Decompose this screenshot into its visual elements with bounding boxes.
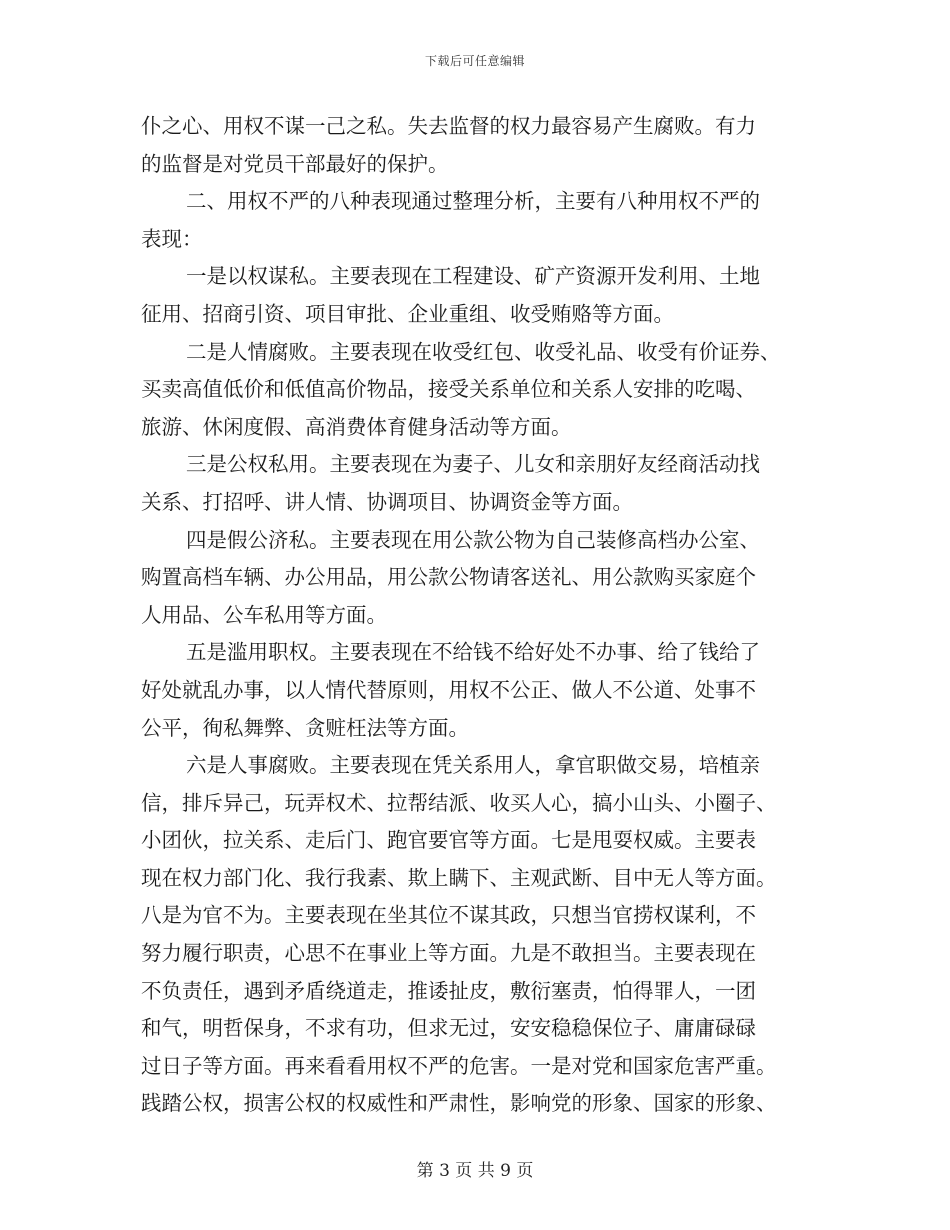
- paragraph-start-line: 四是假公济私。主要表现在用公款公物为自己装修高档办公室、: [186, 527, 760, 552]
- text-line: 购置高档车辆、办公用品，用公款公物请客送礼、用公款购买家庭个: [141, 565, 756, 590]
- text-line: 现在权力部门化、我行我素、欺上瞒下、主观武断、目中无人等方面。: [141, 865, 777, 890]
- text-line: 小团伙，拉关系、走后门、跑官要官等方面。七是甩耍权威。主要表: [141, 828, 756, 853]
- text-line: 的监督是对党员干部最好的保护。: [141, 151, 449, 176]
- paragraph-start-line: 三是公权私用。主要表现在为妻子、儿女和亲朋好友经商活动找: [186, 452, 760, 477]
- text-line: 八是为官不为。主要表现在坐其位不谋其政，只想当官捞权谋利，不: [141, 903, 756, 928]
- text-line: 信，排斥异己，玩弄权术、拉帮结派、收买人心，搞小山头、小圈子、: [141, 790, 777, 815]
- page-header: 下载后可任意编辑: [424, 54, 525, 68]
- text-line: 好处就乱办事，以人情代替原则，用权不公正、做人不公道、处事不: [141, 677, 756, 702]
- text-line: 不负责任，遇到矛盾绕道走，推诿扯皮，敷衍塞责，怕得罪人，一团: [141, 978, 756, 1003]
- text-line: 公平，徇私舞弊、贪赃枉法等方面。: [141, 715, 469, 740]
- paragraph-start-line: 二是人情腐败。主要表现在收受红包、收受礼品、收受有价证券、: [186, 339, 781, 364]
- page-number-footer: 第 3 页 共 9 页: [416, 1161, 534, 1181]
- text-line: 和气，明哲保身，不求有功，但求无过，安安稳稳保位子、庸庸碌碌: [141, 1016, 756, 1041]
- text-line: 买卖高值低价和低值高价物品，接受关系单位和关系人安排的吃喝、: [141, 377, 756, 402]
- paragraph-start-line: 六是人事腐败。主要表现在凭关系用人，拿官职做交易，培植亲: [186, 753, 760, 778]
- text-line: 表现：: [141, 226, 203, 251]
- paragraph-start-line: 一是以权谋私。主要表现在工程建设、矿产资源开发利用、土地: [186, 264, 760, 289]
- text-line: 旅游、休闲度假、高消费体育健身活动等方面。: [141, 414, 572, 439]
- document-body: [141, 108, 813, 1123]
- paragraph-start-line: 五是滥用职权。主要表现在不给钱不给好处不办事、给了钱给了: [186, 640, 760, 665]
- text-line: 努力履行职责，心思不在事业上等方面。九是不敢担当。主要表现在: [141, 941, 756, 966]
- text-line: 践踏公权，损害公权的权威性和严肃性，影响党的形象、国家的形象、: [141, 1091, 777, 1116]
- text-line: 仆之心、用权不谋一己之私。失去监督的权力最容易产生腐败。有力: [141, 114, 756, 138]
- text-line: 征用、招商引资、项目审批、企业重组、收受贿赂等方面。: [141, 301, 674, 326]
- text-line: 关系、打招呼、讲人情、协调项目、协调资金等方面。: [141, 489, 633, 514]
- text-line: 人用品、公车私用等方面。: [141, 602, 387, 627]
- section-heading-line: 二、用权不严的八种表现通过整理分析，主要有八种用权不严的: [186, 189, 760, 214]
- text-line: 过日子等方面。再来看看用权不严的危害。一是对党和国家危害严重。: [141, 1053, 777, 1078]
